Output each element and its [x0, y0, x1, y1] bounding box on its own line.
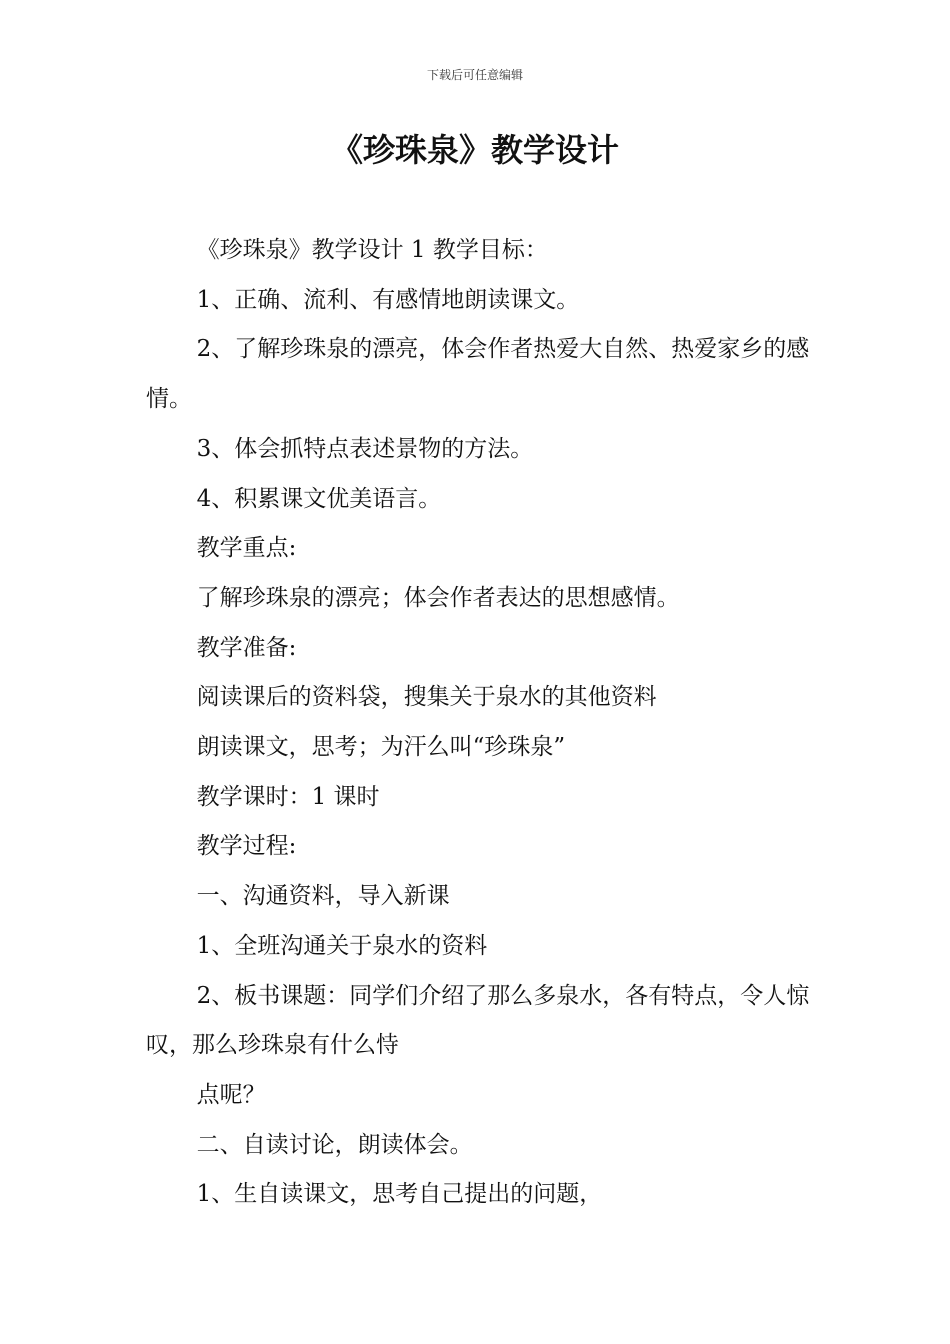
- paragraph-preparation-2: 朗读课文，思考；为汗么叫“珍珠泉”: [196, 734, 566, 761]
- paragraph-class-hours: 教学课时：1 课时: [196, 783, 380, 810]
- paragraph-process-heading: 教学过程:: [196, 833, 297, 860]
- paragraph-preparation-1: 阅读课后的资料袋，搜集关于泉水的其他资料: [196, 684, 657, 711]
- paragraph-goal-4: 4、积累课文优美语言。: [196, 485, 442, 512]
- paragraph-goal-1: 1、正确、流利、有感情地朗读课文。: [196, 286, 580, 313]
- paragraph-key-points-heading: 教学重点:: [196, 535, 297, 562]
- paragraph-section-1: 一、沟通资料，导入新课: [196, 883, 450, 910]
- paragraph-section-2: 二、自读讨论，朗读体会。: [196, 1131, 473, 1158]
- paragraph-step-2: 2、板书课题：同学们介绍了那么多泉水，各有特点，令人惊叹，那么珍珠泉有什么恃: [146, 982, 810, 1059]
- paragraph-step-2-continued: 点呢？: [196, 1081, 266, 1108]
- paragraph-key-points: 了解珍珠泉的漂亮；体会作者表达的思想感情。: [196, 584, 680, 611]
- paragraph-step-3: 1、生自读课文，思考自己提出的问题，: [196, 1181, 603, 1208]
- document-body: [146, 226, 811, 1220]
- paragraph-goal-2: 2、了解珍珠泉的漂亮，体会作者热爱大自然、热爱家乡的感情。: [146, 336, 810, 413]
- paragraph-preparation-heading: 教学准备:: [196, 634, 297, 661]
- document-title: 《珍珠泉》教学设计: [330, 131, 619, 169]
- header-note: 下载后可任意编辑: [426, 68, 523, 82]
- paragraph-goal-3: 3、体会抓特点表述景物的方法。: [196, 435, 534, 462]
- paragraph-step-1: 1、全班沟通关于泉水的资料: [196, 932, 488, 959]
- paragraph-intro: 《珍珠泉》教学设计 1 教学目标：: [196, 237, 548, 263]
